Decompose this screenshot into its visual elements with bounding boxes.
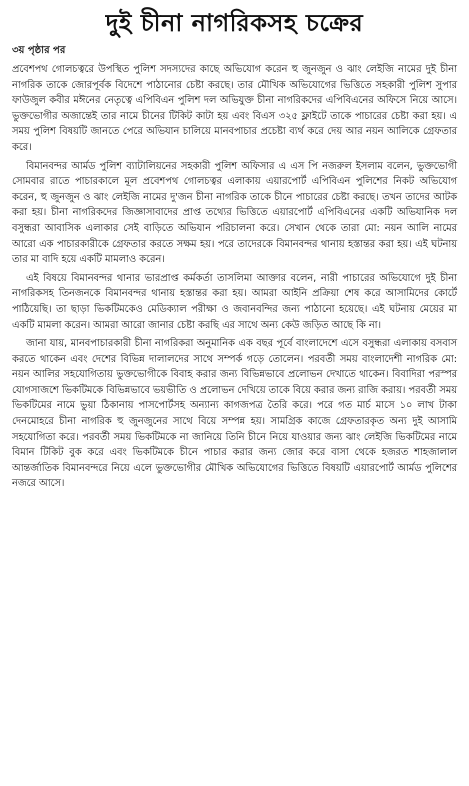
article-paragraph: এই বিষয়ে বিমানবন্দর থানার ভারপ্রাপ্ত কর্মকর্তা তাসলিমা আক্তার বলেন, নারী পাচারের অভিযোগে দুই চীনা নাগরিকসহ তিনজনকে বিমানবন্দর থানায় হস্তান্তর করা হয়। আমরা আইনি প্রক্রিয়া শেষ করে আসামিদের কোর্টে পাঠিয়েছি। তা ছাড়া ভিকটিমকেও মেডিক্যাল পরীক্ষা ও জবানবন্দির জন্য পাঠানো হয়েছে। এই ঘটনায় মেয়ের মা একটি মামলা করেন। আমরা আরো জানার চেষ্টা করছি এর সাথে অন্য কেউ জড়িত আছে কি না। (12, 272, 457, 331)
continued-from-label: ৩য় পৃষ্ঠার পর (12, 45, 66, 56)
article-paragraph: প্রবেশপথ গোলচত্বরে উপস্থিত পুলিশ সদস্যদের কাছে অভিযোগ করেন হু জুনজুন ও ঝাং লেইজি নামের দুই চীনা নাগরিক তাকে জোরপূর্বক বিদেশে পাঠানোর চেষ্টা করছে। তার মৌখিক অভিযোগের ভিত্তিতে সহকারী পুলিশ সুপার ফাউজুল কবীর মঈনের নেতৃত্বে এপিবিএন পুলিশ দল অভিযুক্ত চীনা নাগরিকদের এপিবিএনের অফিসে নিয়ে আসে। ভুক্তভোগীর অজান্তেই তার নামে চীনের টিকিট কাটা হয় এবং বিএস ৩২৫ ফ্লাইটে তাকে পাচারের চেষ্টা করা হয়। এ সময় পুলিশ বিষয়টি জানতে পেরে অভিযান চালিয়ে মানবপাচার প্রচেষ্টা ব্যর্থ করে দেয় আর নয়ন আলিকে গ্রেফতার করে। (12, 64, 458, 153)
article-body (12, 62, 457, 492)
article-paragraph: বিমানবন্দর আর্মড পুলিশ ব্যাটালিয়নের সহকারী পুলিশ অফিসার এ এস পি নজরুল ইসলাম বলেন, ভুক্তভোগী সোমবার রাতে পাচারকালে মূল প্রবেশপথ গোলচত্বর এলাকায় এয়ারপোর্ট এপিবিএন পুলিশের নিকট অভিযোগ করেন, হু জুনজুন ও ঝাং লেইজি নামের দু'জন চীনা নাগরিক তাকে চীনে পাচারের চেষ্টা করছে। তখন তাদের আটক করা হয়। চীনা নাগরিকদের জিজ্ঞাসাবাদের প্রাপ্ত তথ্যের ভিত্তিতে এয়ারপোর্ট এপিবিএনের একটি অভিযানিক দল বসুন্ধরা আবাসিক এলাকার সেই বাড়িতে অভিযান পরিচালনা করে। সেখান থেকে তারা মো: নয়ন আলি নামের আরো এক পাচারকারীকে গ্রেফতার করতে সক্ষম হয়। পরে তাদেরকে বিমানবন্দর থানায় হস্তান্তর করা হয়। এই ঘটনায় তার মা বাদি হয়ে একটি মামলাও করেন। (12, 160, 457, 266)
headline: দুই চীনা নাগরিকসহ চক্রের (105, 9, 364, 37)
article-paragraph: জানা যায়, মানবপাচারকারী চীনা নাগরিকরা অনুমানিক এক বছর পূর্বে বাংলাদেশে এসে বসুন্ধরা এলাকায় বসবাস করতে থাকেন এবং দেশের বিভিন্ন দালালদের সাথে সম্পর্ক গড়ে তোলেন। পরবর্তী সময় বাংলাদেশী নাগরিক মো: নয়ন আলির সহযোগিতায় ভুক্তভোগীকে বিবাহ করার জন্য বিভিন্নভাবে প্রলোভন দেখাতে থাকেন। বিবাদিরা পরস্পর যোগসাজশে ভিকটিমকে বিভিন্নভাবে ভয়ভীতি ও প্রলোভন দেখিয়ে তাকে বিয়ে করার জন্য রাজি করায়। পরবর্তী সময় ভিকটিমের নামে ভুয়া ঠিকানায় পাসপোর্টসহ অন্যান্য কাগজপত্র তৈরি করে। পরে গত মার্চ মাসে ১০ লাখ টাকা দেনমোহরে চীনা নাগরিক হু জুনজুনের সাথে বিয়ে সম্পন্ন হয়। সামগ্রিক কাজে গ্রেফতারকৃত অন্য দুই আসামি সহযোগিতা করে। পরবর্তী সময় ভিকটিমকে না জানিয়ে তিনি চীনে নিয়ে যাওয়ার জন্য ঝাং লেইজি ভিকটিমের নামে বিমান টিকিট বুক করে এবং ভিকটিমকে চীনে পাচার করার জন্য জোর করে বাসা থেকে হজরত শাহজালাল আন্তর্জাতিক বিমানবন্দরে নিয়ে এলে ভুক্তভোগীর মৌখিক অভিযোগের ভিত্তিতে বিষয়টি এয়ারপোর্ট আর্মড পুলিশের নজরে আসে। (12, 338, 458, 490)
